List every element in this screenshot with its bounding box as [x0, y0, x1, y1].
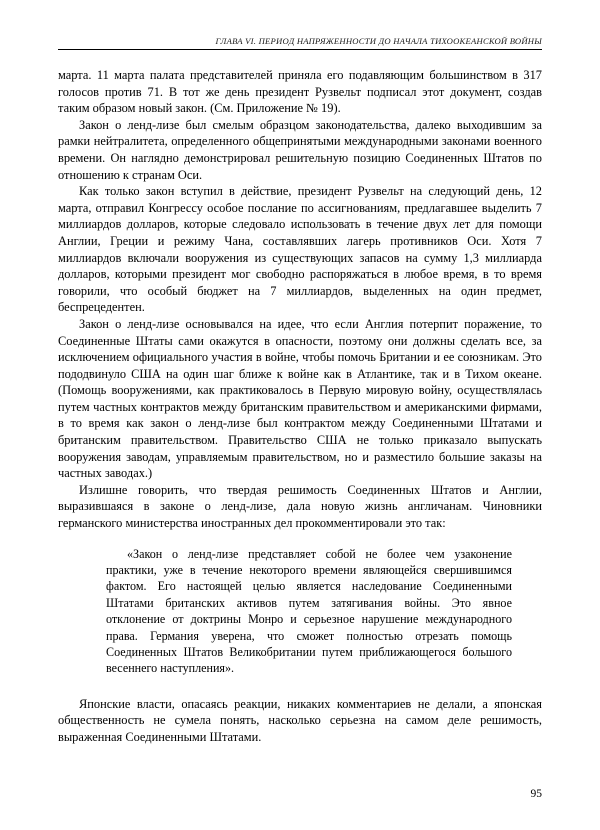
paragraph: марта. 11 марта палата представителей приняла его подавляющим большинством в 317 голосов против 71. В тот же день президент Рузвельт подписал этот документ, создав таким образом новый закон. (См. Приложение № 19).: [58, 68, 542, 116]
paragraph: Закон о ленд-лизе основывался на идее, что если Англия потерпит поражение, то Соединенные Штаты сами окажутся в опасности, поэтому они должны сделать все, за исключением официального участия в войне, чтобы помочь Британии и ее союзникам. Это пододвинуло США на один шаг ближе к войне как в Атлантике, так и в Тихом океане. (Помощь вооружениями, как практиковалось в Первую мировую войну, осуществлялась путем частных контрактов между британским правительством и американскими фирмами, в то время как закон о ленд-лизе был контрактом между Соединенными Штатами и британским правительством. Правительство США не только приказало выпускать вооружения заводам, управляемым правительством, но и разместило большие заказы на частных заводах.): [58, 316, 542, 481]
blockquote: [58, 546, 542, 677]
paragraph: Японские власти, опасаясь реакции, никаких комментариев не делали, а японская общественность не сумела понять, насколько серьезна на самом деле решимость, выраженная Соединенными Штатами.: [58, 696, 542, 745]
page-number: 95: [530, 788, 542, 800]
header-divider: [58, 49, 542, 50]
body-text: [58, 67, 542, 532]
paragraph: Закон о ленд-лизе был смелым образцом законодательства, далеко выходившим за рамки нейтралитета, определенного общепринятыми международными законами военного времени. Он наглядно демонстрировал решительную позицию Соединенных Штатов по отношению к странам Оси.: [58, 117, 542, 182]
running-head: ГЛАВА VI. ПЕРИОД НАПРЯЖЕННОСТИ ДО НАЧАЛА ТИХООКЕАНСКОЙ ВОЙНЫ: [215, 36, 542, 46]
paragraph: Как только закон вступил в действие, президент Рузвельт на следующий день, 12 марта, отправил Конгрессу особое послание по ассигнованиям, предлагавшее выделить 7 миллиардов долларов, которые следовало использовать в течение двух лет для помощи Англии, Греции и режиму Чана, составлявших лагерь противников Оси. Хотя 7 миллиардов включали вооружения из существующих запасов на сумму 1,3 миллиарда долларов, которыми президент мог свободно распоряжаться в любое время, в то время говорили, что особый бюджет на 7 миллиардов, выделенных на один предмет, беспрецедентен.: [58, 184, 542, 315]
paragraph: Излишне говорить, что твердая решимость Соединенных Штатов и Англии, выразившаяся в законе о ленд-лизе, дала новую жизнь англичанам. Чиновники германского министерства иностранных дел прокомментировали это так:: [58, 482, 542, 531]
quote-paragraph: «Закон о ленд-лизе представляет собой не более чем узаконение практики, уже в течение некоторого времени являющейся свершившимся фактом. Его настоящей целью является наследование Соединенными Штатами британских активов путем затягивания войны. Это явное отклонение от доктрины Монро и серьезное нарушение международного права. Германия уверена, что сможет полностью отрезать помощь Соединенных Штатов Великобритании путем приближающегося большого весеннего наступления».: [106, 546, 512, 676]
closing-text: [58, 696, 542, 746]
